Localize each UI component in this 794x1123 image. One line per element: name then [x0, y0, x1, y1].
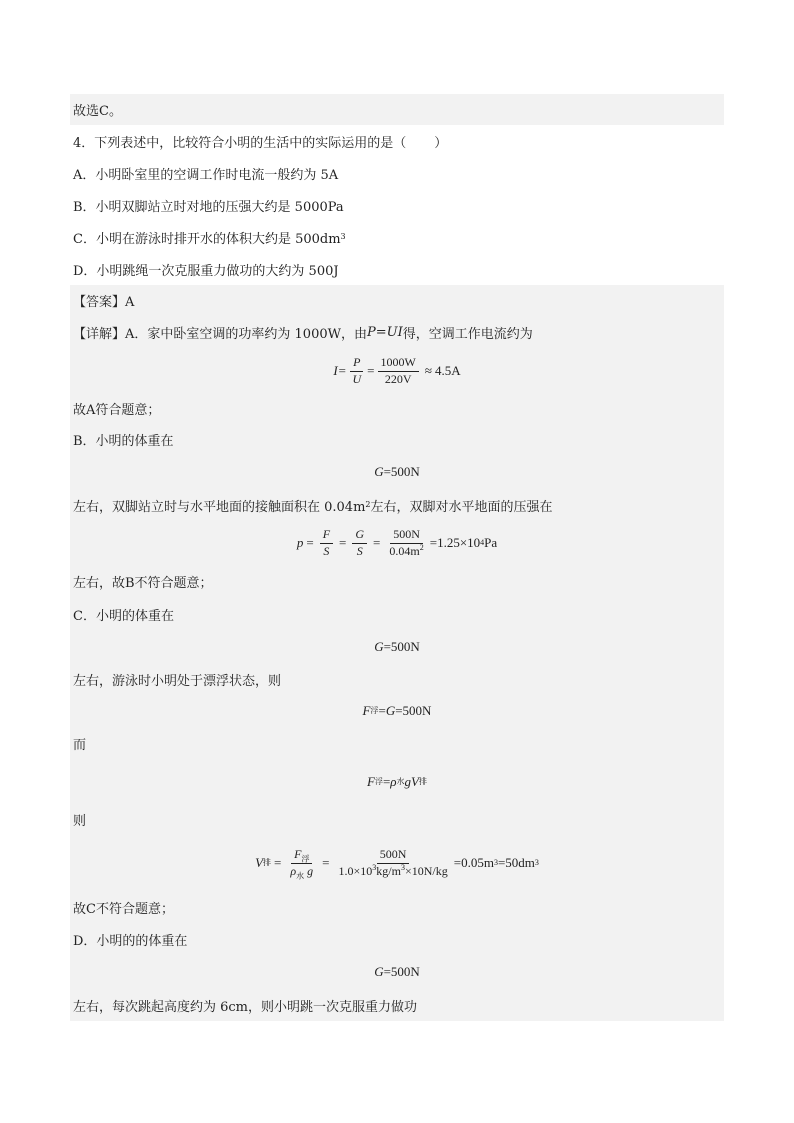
line-text: 得，空调工作电流约为 — [402, 327, 533, 342]
text-line — [70, 393, 724, 424]
text-line — [70, 989, 724, 1021]
fraction: $\frac{500N}{1.0\times 10^3kg/m^3\times 10N/kg}$ — [338, 846, 448, 878]
option-c: C．小明在游泳时排开水的体积大约是 500dm 3 — [70, 221, 724, 253]
fraction: $\frac{P}{U}$ — [349, 356, 364, 387]
option-d — [70, 253, 724, 285]
equation-float: F 浮 = G =500N — [70, 695, 724, 726]
line-text: 则 — [73, 814, 87, 829]
equation-buoyancy: F 浮 = ρ 水 g V 排 — [70, 760, 724, 804]
fraction: $\frac{F}{S}$ — [320, 528, 333, 559]
text-line — [70, 94, 724, 125]
line-text: 4．下列表述中，比较符合小明的生活中的实际运用的是（ — [73, 135, 407, 151]
line-text: 左右，每次跳起高度约为 6cm，则小明跳一次克服重力做功 — [73, 999, 418, 1015]
text-line — [70, 804, 724, 835]
text-line: 左右，双脚站立时与水平地面的接触面积在 0.04m 2 左右，双脚对水平地面的压强在 — [70, 489, 724, 521]
line-text: ） — [434, 135, 448, 151]
text-line — [70, 726, 724, 760]
line-text: 【答案】A — [73, 295, 135, 310]
text-line — [70, 923, 724, 955]
option-a — [70, 157, 724, 189]
option-b — [70, 189, 724, 221]
line-text: D．小明跳绳一次克服重力做功的大约为 500J — [73, 263, 339, 279]
formula-inline: P=UI — [366, 325, 403, 340]
line-text: 左右，双脚站立时与水平地面的接触面积在 0.04m — [73, 499, 366, 515]
line-text: 【详解】A．家中卧室空调的功率约为 1000W，由 — [73, 327, 367, 342]
equation-current: I= $\frac{P}{U}$ = $\frac{1000W}{220V}$ ≈ 4.5A — [70, 349, 724, 393]
line-text: A．小明卧室里的空调工作时电流一般约为 5A — [73, 167, 339, 183]
equation-volume: V 排 = $\frac{F_浮}{\rho_水 g}$ = $\frac{500N}{1.0\times 10^3kg/m^3\times 10N/kg}$ =0.05m 3 =50dm 3 — [70, 835, 724, 891]
answer-line — [70, 285, 724, 316]
equation-pressure: p = $\frac{F}{S}$ = $\frac{G}{S}$ = $\frac{500N}{0.04m^2}$ =1.25×10 4 Pa — [70, 521, 724, 565]
text-line — [70, 424, 724, 455]
text-line — [70, 663, 724, 695]
line-text: B．小明双脚站立时对地的压强大约是 5000Pa — [73, 199, 344, 215]
equation-weight: G =500N — [70, 955, 724, 989]
line-text: C．小明的体重在 — [73, 608, 174, 624]
eq-lhs: I= — [333, 363, 347, 378]
line-text: 故A符合题意； — [73, 403, 161, 418]
line-text: 而 — [73, 737, 87, 753]
text-line — [70, 565, 724, 598]
fraction: $\frac{1000W}{220V}$ — [378, 356, 419, 387]
line-text: B．小明的体重在 — [73, 434, 174, 449]
line-text: 左右，双脚对水平地面的压强在 — [370, 499, 553, 515]
equation-weight: G =500N — [70, 630, 724, 663]
fraction: $\frac{F_浮}{\rho_水 g}$ — [290, 846, 314, 880]
line-text: 左右，故B不符合题意； — [73, 576, 213, 591]
line-text: D．小明的的体重在 — [73, 933, 188, 949]
text-line — [70, 598, 724, 630]
question-stem — [70, 125, 724, 157]
fraction: $\frac{G}{S}$ — [352, 528, 367, 559]
explanation-line — [70, 316, 724, 349]
line-text: 故C不符合题意； — [73, 901, 174, 917]
text-line — [70, 891, 724, 923]
equation-weight: G =500N — [70, 455, 724, 489]
document-body — [70, 94, 724, 1021]
fraction: $\frac{500N}{0.04m^2}$ — [389, 526, 424, 558]
line-text: 故选C。 — [73, 104, 122, 119]
line-text: 左右，游泳时小明处于漂浮状态，则 — [73, 673, 282, 689]
line-text: C．小明在游泳时排开水的体积大约是 500dm — [73, 231, 341, 247]
